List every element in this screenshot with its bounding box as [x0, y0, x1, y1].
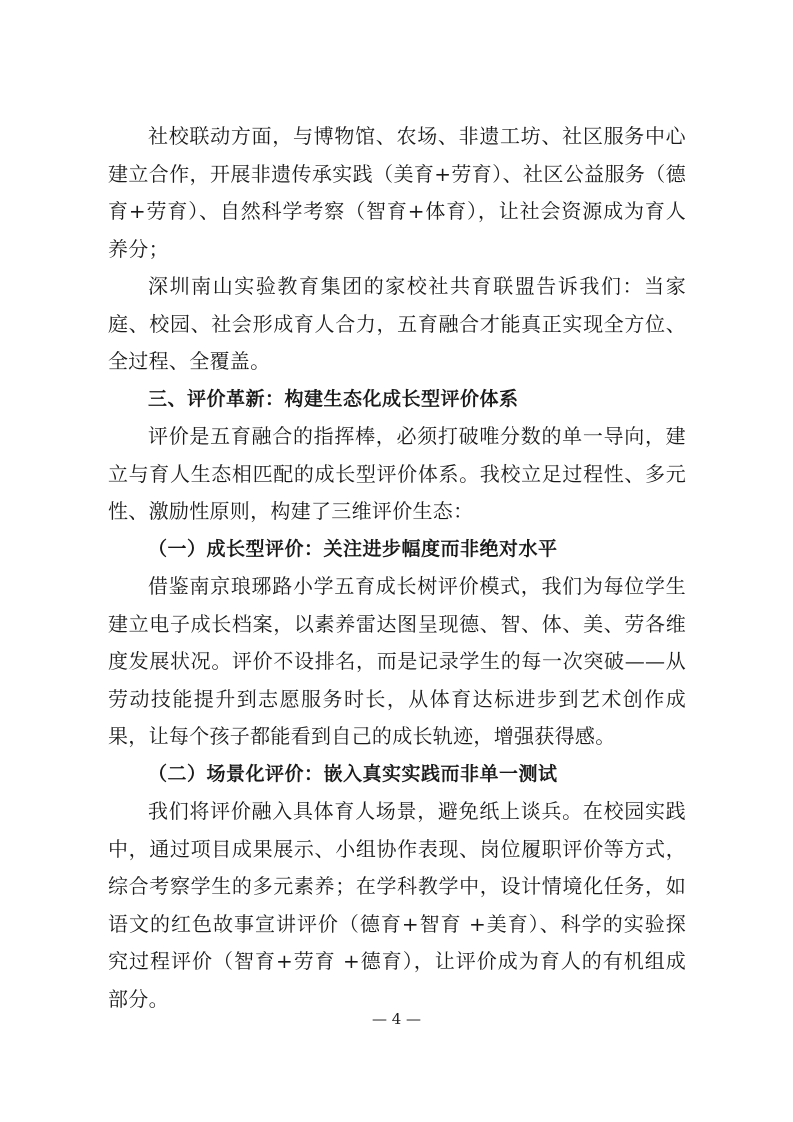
section-heading-evaluation-reform: 三、评价革新：构建生态化成长型评价体系: [148, 387, 519, 410]
subheading-scenario-evaluation: （二）场景化评价：嵌入真实实践而非单一测试: [148, 762, 558, 785]
paragraph-growth-evaluation: 借鉴南京琅琊路小学五育成长树评价模式，我们为每位学生建立电子成长档案，以素养雷达图呈现德、智、体、美、劳各维度发展状况。评价不设排名，而是记录学生的每一次突破——从劳动技能提升到志愿服务时长，从体育达标进步到艺术创作成果，让每个孩子都能看到自己的成长轨迹，增强获得感。: [108, 574, 686, 748]
paragraph-community-school: 社校联动方面，与博物馆、农场、非遗工坊、社区服务中心建立合作，开展非遗传承实践（美育+劳育）、社区公益服务（德育+劳育）、自然科学考察（智育+体育），让社会资源成为育人养分；: [108, 124, 686, 261]
paragraph-scenario-evaluation: 我们将评价融入具体育人场景，避免纸上谈兵。在校园实践中，通过项目成果展示、小组协作表现、岗位履职评价等方式，综合考察学生的多元素养；在学科教学中，设计情境化任务，如语文的红色故事宣讲评价（德育+智育 +美育）、科学的实验探究过程评价（智育+劳育 +德育），让评价成为育人的有机组成部分。: [108, 799, 686, 1011]
paragraph-evaluation-intro: 评价是五育融合的指挥棒，必须打破唯分数的单一导向，建立与育人生态相匹配的成长型评价体系。我校立足过程性、多元性、激励性原则，构建了三维评价生态：: [108, 424, 686, 523]
document-body: [108, 118, 686, 1018]
subheading-growth-evaluation: （一）成长型评价：关注进步幅度而非绝对水平: [148, 537, 558, 560]
page-number: — 4 —: [371, 1010, 422, 1028]
paragraph-shenzhen-alliance: 深圳南山实验教育集团的家校社共育联盟告诉我们：当家庭、校园、社会形成育人合力，五育融合才能真正实现全方位、全过程、全覆盖。: [108, 274, 686, 373]
